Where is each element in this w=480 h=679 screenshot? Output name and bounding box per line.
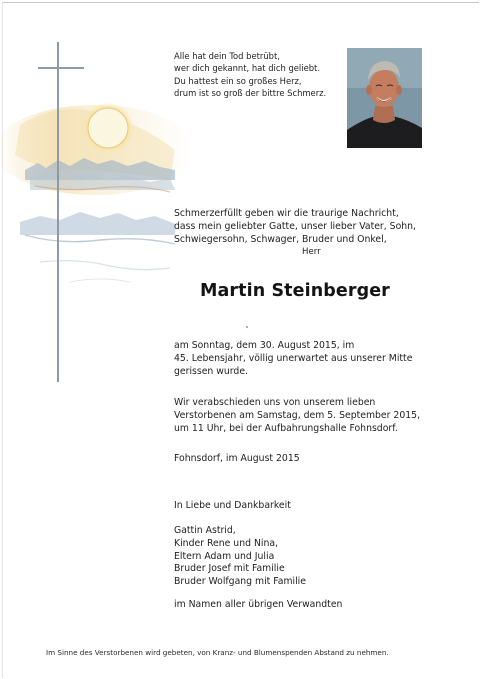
salutation-herr: Herr [302, 247, 321, 258]
mourner: Bruder Wolfgang mit Familie [174, 576, 306, 588]
sun-illustration [88, 108, 128, 148]
funeral-notice [174, 397, 464, 435]
poem-line: Du hattest ein so großes Herz, [174, 75, 302, 86]
announcement-line: Schmerzerfüllt geben wir die traurige Nachricht, [174, 208, 399, 219]
mountain-range-near [20, 212, 175, 235]
footer-note: Im Sinne des Verstorbenen wird gebeten, von Kranz- und Blumenspenden Abstand zu nehmen. [46, 648, 389, 657]
mourner: Kinder Rene und Nina, [174, 537, 279, 549]
mist-line [40, 261, 170, 270]
poem-line: Alle hat dein Tod betrübt, [174, 51, 280, 61]
speck [246, 326, 248, 328]
announcement-line: Schwiegersohn, Schwager, Bruder und Onkel, [174, 233, 387, 245]
memorial-poem [174, 50, 339, 99]
valley-line [25, 235, 175, 244]
closing-phrase: In Liebe und Dankbarkeit [174, 500, 291, 511]
death-notice-line: am Sonntag, dem 30. August 2015, im [174, 340, 355, 351]
announcement-line: dass mein geliebter Gatte, unser lieber Vater, Sohn, [174, 220, 416, 232]
death-notice-line: gerissen wurde. [174, 365, 249, 377]
mist-line-lower [70, 279, 130, 282]
funeral-notice-line: Verstorbenen am Samstag, dem 5. September 2015, [174, 409, 421, 421]
deceased-name: Martin Steinberger [200, 281, 390, 301]
funeral-notice-line: Wir verabschieden uns von unserem lieben [174, 397, 376, 408]
mourner: Eltern Adam und Julia [174, 550, 275, 562]
death-notice-line: 45. Lebensjahr, völlig unerwartet aus unserer Mitte [174, 352, 413, 364]
mourner: Gattin Astrid, [174, 525, 236, 536]
poem-line: drum ist so groß der bittre Schmerz. [174, 87, 327, 98]
mourner: Bruder Josef mit Familie [174, 563, 285, 575]
cross-sun-landscape-illustration [0, 30, 190, 390]
portrait-photo [347, 48, 422, 148]
poem-line: wer dich gekannt, hat dich geliebt. [174, 63, 320, 74]
relatives-line: im Namen aller übrigen Verwandten [174, 599, 343, 610]
mourners-list [174, 525, 464, 589]
death-announcement [174, 208, 444, 259]
funeral-notice-line: um 11 Uhr, bei der Aufbahrungshalle Fohnsdorf. [174, 422, 398, 434]
place-date: Fohnsdorf, im August 2015 [174, 453, 300, 464]
death-notice [174, 340, 464, 378]
